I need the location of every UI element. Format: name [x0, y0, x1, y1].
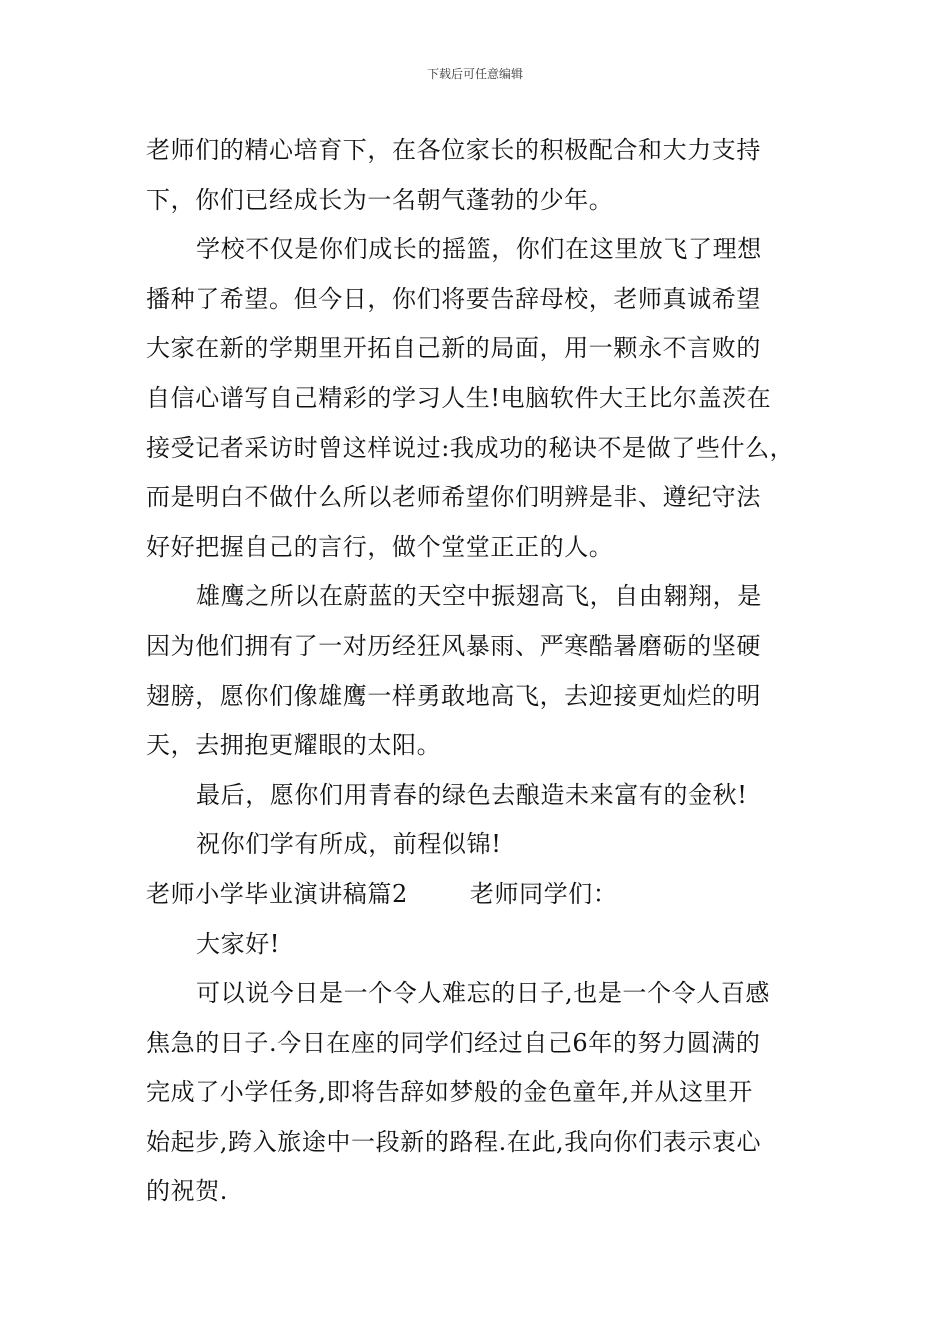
text-line: 焦急的日子.今日在座的同学们经过自己6年的努力圆满的 — [146, 1028, 761, 1057]
text-line: 翅膀，愿你们像雄鹰一样勇敢地高飞，去迎接更灿烂的明 — [146, 681, 761, 710]
text-line: 播种了希望。但今日，你们将要告辞母校，老师真诚希望 — [146, 284, 761, 313]
paragraph-start: 雄鹰之所以在蔚蓝的天空中振翅高飞，自由翱翔，是 — [196, 582, 762, 611]
text-line: 自信心谱写自己精彩的学习人生!电脑软件大王比尔盖茨在 — [146, 383, 772, 412]
page-header-note: 下载后可任意编辑 — [426, 67, 523, 81]
text-line: 因为他们拥有了一对历经狂风暴雨、严寒酷暑磨砺的坚硬 — [146, 631, 761, 660]
text-line: 下，你们已经成长为一名朝气蓬勃的少年。 — [146, 185, 614, 214]
greeting: 大家好! — [196, 929, 281, 958]
text-line: 大家在新的学期里开拓自己新的局面，用一颗永不言败的 — [146, 334, 761, 363]
document-body — [146, 126, 826, 1217]
text-line: 老师们的精心培育下，在各位家长的积极配合和大力支持 — [146, 136, 761, 164]
text-line: 天，去拥抱更耀眼的太阳。 — [146, 731, 442, 760]
text-line: 而是明白不做什么所以老师希望你们明辨是非、遵纪守法 — [146, 483, 761, 512]
salutation: 老师同学们： — [469, 879, 618, 908]
paragraph-start: 学校不仅是你们成长的摇篮，你们在这里放飞了理想 — [196, 235, 762, 264]
text-line: 好好把握自己的言行，做个堂堂正正的人。 — [146, 532, 614, 561]
text-line: 的祝贺. — [146, 1177, 229, 1206]
text-line: 完成了小学任务,即将告辞如梦般的金色童年,并从这里开 — [146, 1078, 753, 1107]
section-heading-line — [146, 870, 826, 920]
section-title: 老师小学毕业演讲稿篇2 — [146, 879, 408, 908]
paragraph-start: 祝你们学有所成，前程似锦! — [196, 830, 502, 859]
paragraph-start: 可以说今日是一个令人难忘的日子,也是一个令人百感 — [196, 979, 771, 1008]
paragraph-start: 最后，愿你们用青春的绿色去酿造未来富有的金秋! — [196, 780, 748, 809]
text-line: 始起步,跨入旅途中一段新的路程.在此,我向你们表示衷心 — [146, 1127, 762, 1156]
text-line: 接受记者采访时曾这样说过:我成功的秘诀不是做了些什么， — [146, 433, 795, 462]
